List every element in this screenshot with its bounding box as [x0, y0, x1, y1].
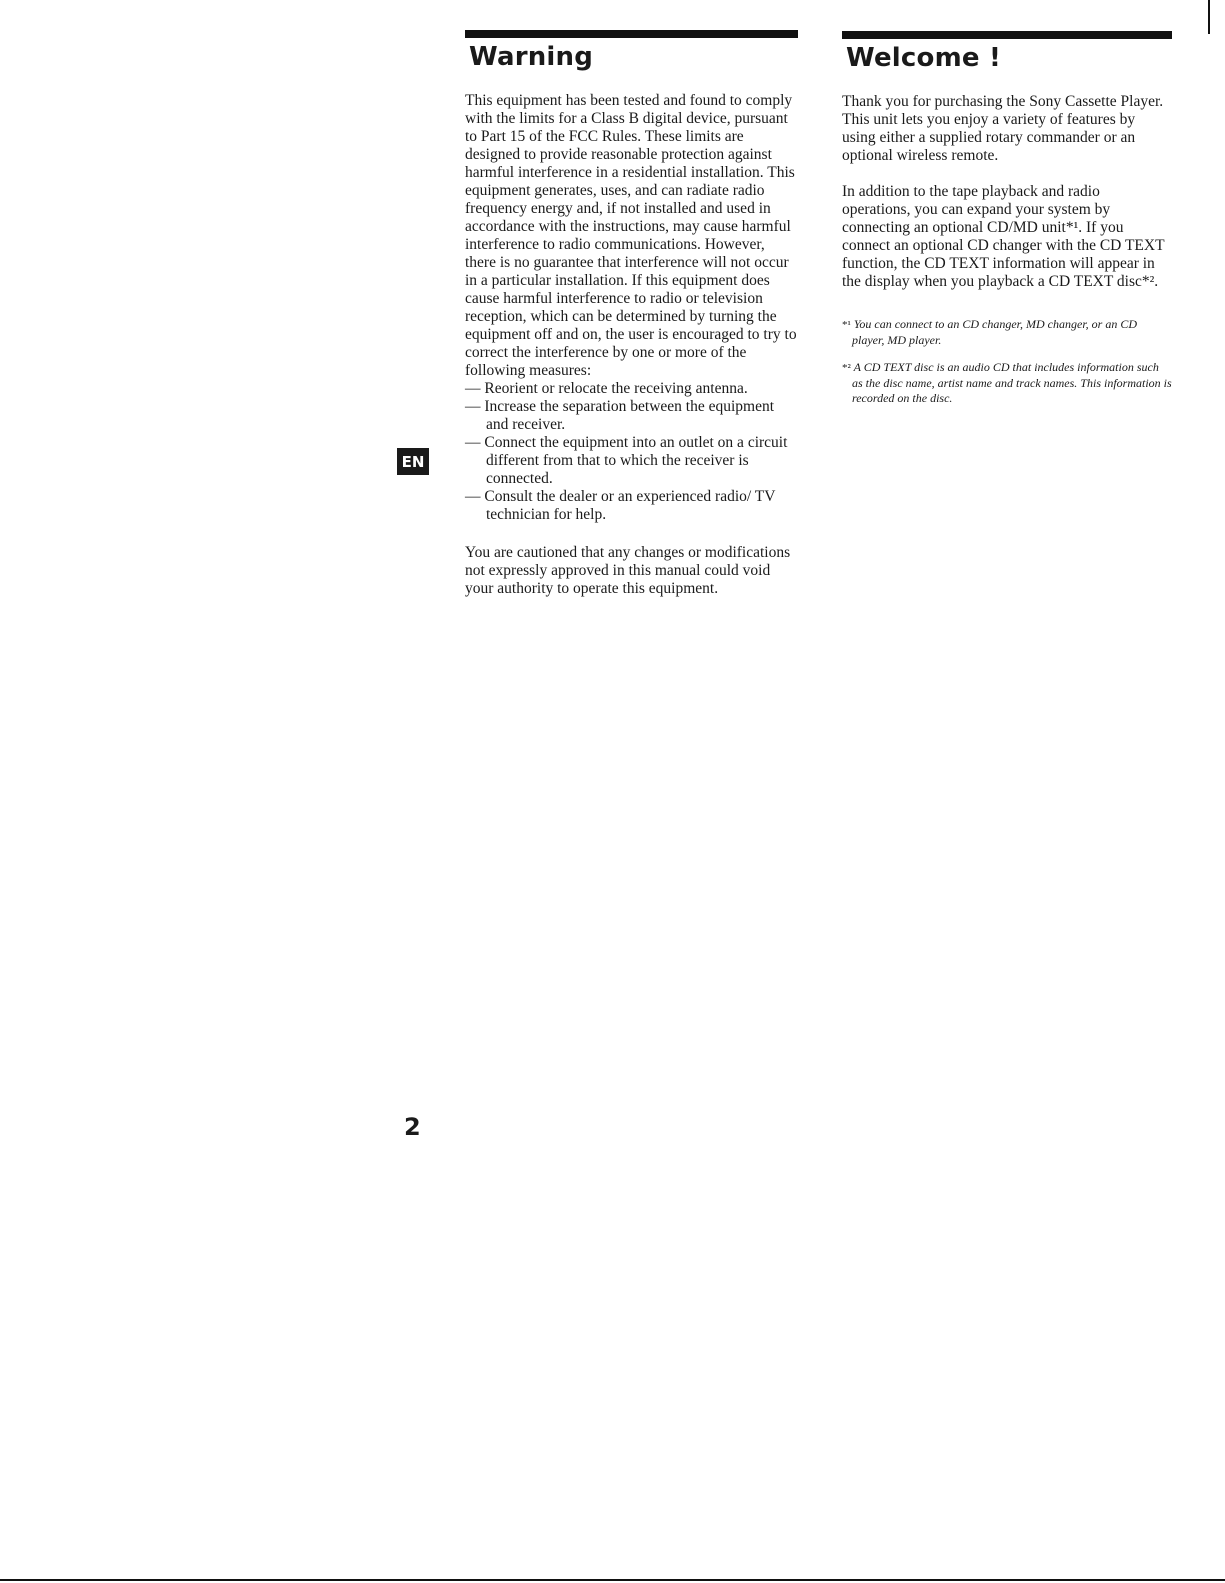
welcome-heading: Welcome ! — [846, 43, 1002, 73]
footnote-mark: *¹ — [842, 319, 851, 331]
welcome-paragraph: Thank you for purchasing the Sony Cassette Player. This unit lets you enjoy a variety of features by using either a supplied rotary commander or an optional wireless remote. — [842, 93, 1164, 164]
warning-section — [465, 30, 798, 616]
page-number: 2 — [404, 1113, 421, 1141]
caution-paragraph: You are cautioned that any changes or modifications not expressly approved in this manual could void your authority to operate this equipment. — [465, 544, 791, 597]
measure-item: — Reorient or relocate the receiving antenna. — [465, 380, 748, 397]
measure-item: — Connect the equipment into an outlet on a circuit different from that to which the receiver is connected. — [465, 434, 788, 487]
language-tab: EN — [397, 448, 429, 475]
crop-mark-right — [1208, 0, 1210, 34]
section-rule — [465, 30, 798, 38]
footnote-mark: *² — [842, 362, 851, 374]
measure-item: — Increase the separation between the equipment and receiver. — [465, 398, 775, 433]
footnote — [842, 317, 1172, 348]
warning-paragraph: This equipment has been tested and found to comply with the limits for a Class B digital device, pursuant to Part 15 of the FCC Rules. These limits are designed to provide reasonable protection against harmful interference in a residential installation. This equipment generates, uses, and can radiate radio frequency energy and, if not installed and used in accordance with the instructions, may cause harmful interference to radio communications. However, there is no guarantee that interference will not occur in a particular installation. If this equipment does cause harmful interference to radio or television reception, which can be determined by turning the equipment off and on, the user is encouraged to try to correct the interference by one or more of the following measures: — [465, 92, 797, 379]
measures-list — [465, 380, 798, 524]
page-bottom-edge — [0, 1579, 1225, 1581]
welcome-paragraph: In addition to the tape playback and radio operations, you can expand your system by connecting an optional CD/MD unit*¹. If you connect an optional CD changer with the CD TEXT function, the CD TEXT information will appear in the display when you playback a CD TEXT disc*². — [842, 183, 1165, 290]
footnote — [842, 360, 1172, 406]
footnote-text: You can connect to an CD changer, MD changer, or an CD player, MD player. — [852, 317, 1138, 347]
section-rule — [842, 31, 1172, 39]
measure-item: — Consult the dealer or an experienced radio/ TV technician for help. — [465, 488, 776, 523]
footnote-text: A CD TEXT disc is an audio CD that includes information such as the disc name, artist name and track names. This information is recorded on the disc. — [852, 360, 1172, 405]
welcome-section — [842, 31, 1172, 418]
warning-heading: Warning — [469, 42, 594, 72]
